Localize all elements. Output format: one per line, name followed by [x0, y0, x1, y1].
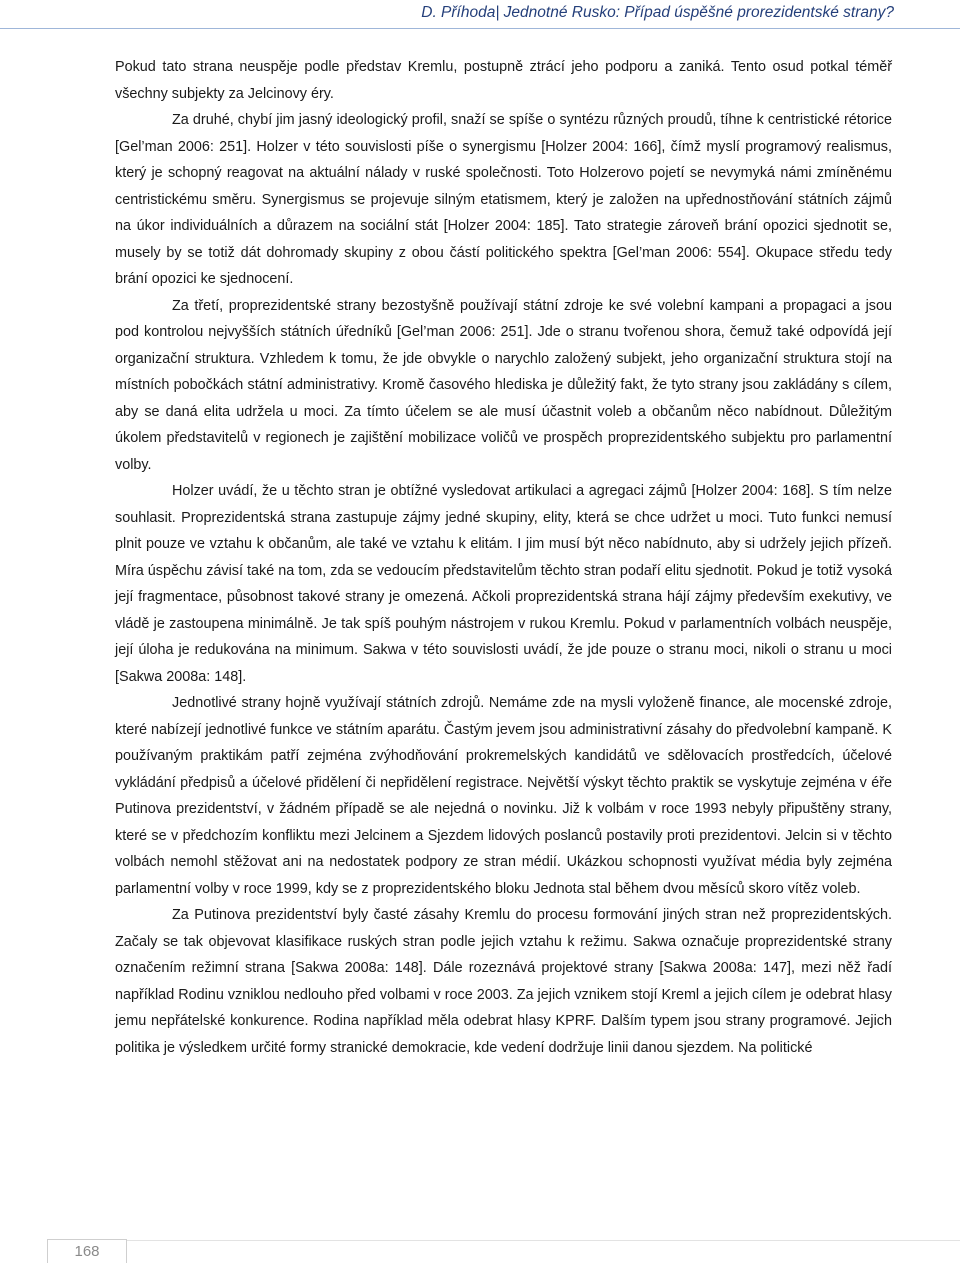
- paragraph: Holzer uvádí, že u těchto stran je obtížné vysledovat artikulaci a agregaci zájmů [Holzer 2004: 168]. S tím nelze souhlasit. Proprezidentská strana zastupuje zájmy jedné skupiny, elity, která se chce udržet u moci. Tuto funkci nemusí plnit pouze ve vztahu k občanům, ale také ve vztahu k elitám. I jim musí být něco nabídnuto, aby si udržely jejich přízeň. Míra úspěchu závisí také na tom, zda se vedoucím představitelům těchto stran podaří elitu sjednotit. Pokud je totiž vysoká její fragmentace, působnost takové strany je omezená. Ačkoli proprezidentská strana hájí zájmy především exekutivy, ve vládě je zastoupena minimálně. Je tak spíš pouhým nástrojem v rukou Kremlu. Pokud v parlamentních volbách neuspěje, její úloha je redukována na minimum. Sakwa v této souvislosti uvádí, že jde pouze o stranu moci, nikoli o stranu u moci [Sakwa 2008a: 148].: [115, 483, 892, 685]
- running-header: D. Příhoda| Jednotné Rusko: Případ úspěšné prorezidentské strany?: [421, 4, 894, 21]
- paragraph: Pokud tato strana neuspěje podle představ Kremlu, postupně ztrácí jeho podporu a zaniká. Tento osud potkal téměř všechny subjekty za Jelcinovy éry.: [115, 59, 892, 102]
- paragraph: Za třetí, proprezidentské strany bezostyšně používají státní zdroje ke své volební kampani a propagaci a jsou pod kontrolou nejvyšších státních úředníků [Gel’man 2006: 251]. Jde o stranu tvořenou shora, čemuž také odpovídá její organizační struktura. Vzhledem k tomu, že jde obvykle o narychlo založený subjekt, jeho organizační struktura stojí na místních pobočkách státní administrativy. Kromě časového hlediska je důležitý fakt, že tyto strany jsou zakládány s cílem, aby se daná elita udržela u moci. Za tímto účelem se ale musí účastnit voleb a občanům něco nabídnout. Důležitým úkolem představitelů v regionech je zajištění mobilizace voličů ve prospěch proprezidentského subjektu pro parlamentní volby.: [115, 297, 892, 473]
- paragraph: Jednotlivé strany hojně využívají státních zdrojů. Nemáme zde na mysli vyloženě finance, ale mocenské zdroje, které nabízejí jednotlivé funkce ve státním aparátu. Častým jevem jsou administrativní zásahy do předvolební kampaně. K používaným praktikám patří zejména zvýhodňování prokremelských kandidátů ve sdělovacích prostředcích, účelové vykládání předpisů a účelové přidělení či nepřidělení registrace. Největší výskyt těchto praktik se vyskytuje zejména v éře Putinova prezidentství, v žádném případě se ale nejedná o novinku. Již k volbám v roce 1993 nebyly připuštěny strany, které se v předchozím konfliktu mezi Jelcinem a Sjezdem lidových poslanců postavily proti prezidentovi. Jelcin si v těchto volbách nemohl stěžovat ani na nedostatek podpory ze stran médií. Ukázkou schopnosti využívat média byly zejména parlamentní volby v roce 1999, kdy se z proprezidentského bloku Jednota stal během dvou měsíců skoro vítěz voleb.: [115, 695, 892, 897]
- footer-divider: [127, 1240, 960, 1241]
- paragraph: Za Putinova prezidentství byly časté zásahy Kremlu do procesu formování jiných stran než proprezidentských. Začaly se tak objevovat klasifikace ruských stran podle jejich vztahu k režimu. Sakwa označuje proprezidentské strany označením režimní strana [Sakwa 2008a: 148]. Dále rozeznává projektové strany [Sakwa 2008a: 147], mezi něž řadí například Rodinu vzniklou nedlouho před volbami v roce 2003. Za jejich vznikem stojí Kreml a jejich cílem je odebrat hlasy jemu nepřátelské konkurence. Rodina například měla odebrat hlasy KPRF. Dalším typem jsou strany programové. Jejich politika je výsledkem určité formy stranické demokracie, kde vedení dodržuje linii danou sjezdem. Na politické: [115, 907, 892, 1056]
- paragraph: Za druhé, chybí jim jasný ideologický profil, snaží se spíše o syntézu různých proudů, tíhne k centristické rétorice [Gel’man 2006: 251]. Holzer v této souvislosti píše o synergismu [Holzer 2004: 166], čímž myslí programový realismus, který je schopný reagovat na aktuální nálady v ruské společnosti. Toto Holzerovo pojetí se nevymyká námi zmíněnému centristickému směru. Synergismus se projevuje silným etatismem, který je založen na upřednostňování státních zájmů na úkor individuálních a důrazem na sociální stát [Holzer 2004: 185]. Tato strategie zároveň brání opozici sjednotit se, musely by se totiž dát dohromady skupiny z obou částí politického spektra [Gel’man 2006: 554]. Okupace středu tedy brání opozici ke sjednocení.: [115, 112, 892, 287]
- page-number: 168: [47, 1239, 127, 1263]
- header-divider: [0, 28, 960, 29]
- document-body: [115, 54, 892, 1061]
